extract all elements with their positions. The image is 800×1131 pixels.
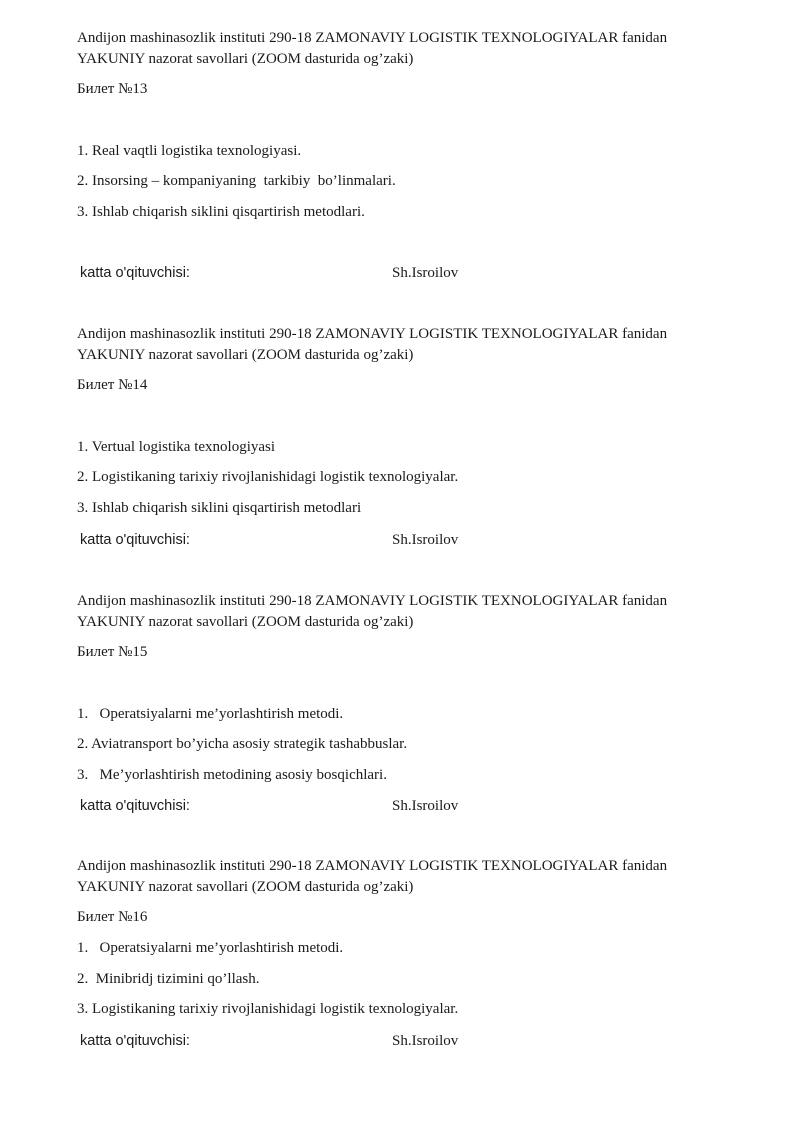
signature-name: Sh.Isroilov [392, 532, 459, 548]
institute-header-line: Andijon mashinasozlik instituti 290-18 ZAMONAVIY LOGISTIK TEXNOLOGIYALAR fanidan [77, 593, 668, 609]
question-1: 1. Real vaqtli logistika texnologiyasi. [77, 143, 302, 159]
question-1: 1. Operatsiyalarni me’yorlashtirish metodi. [77, 940, 344, 956]
signature-name: Sh.Isroilov [392, 798, 459, 814]
institute-header-line: Andijon mashinasozlik instituti 290-18 ZAMONAVIY LOGISTIK TEXNOLOGIYALAR fanidan [77, 30, 668, 46]
exam-title-line: YAKUNIY nazorat savollari (ZOOM dasturida og’zaki) [77, 614, 414, 630]
question-3: 3. Me’yorlashtirish metodining asosiy bosqichlari. [77, 767, 387, 783]
question-1: 1. Vertual logistika texnologiyasi [77, 439, 276, 455]
ticket-number: Билет №13 [77, 81, 148, 97]
question-2: 2. Aviatransport bo’yicha asosiy strategik tashabbuslar. [77, 736, 408, 752]
ticket-number: Билет №16 [77, 909, 148, 925]
signature-role: katta o'qituvchisi: [80, 1033, 190, 1049]
signature-role: katta o'qituvchisi: [80, 532, 190, 548]
signature-role: katta o'qituvchisi: [80, 798, 190, 814]
signature-name: Sh.Isroilov [392, 265, 459, 281]
question-2: 2. Logistikaning tarixiy rivojlanishidagi logistik texnologiyalar. [77, 469, 459, 485]
institute-header-line: Andijon mashinasozlik instituti 290-18 ZAMONAVIY LOGISTIK TEXNOLOGIYALAR fanidan [77, 326, 668, 342]
question-1: 1. Operatsiyalarni me’yorlashtirish metodi. [77, 706, 344, 722]
exam-title-line: YAKUNIY nazorat savollari (ZOOM dasturida og’zaki) [77, 51, 414, 67]
question-3: 3. Ishlab chiqarish siklini qisqartirish metodlari. [77, 204, 365, 220]
question-3: 3. Ishlab chiqarish siklini qisqartirish metodlari [77, 500, 362, 516]
signature-role: katta o'qituvchisi: [80, 265, 190, 281]
ticket-number: Билет №14 [77, 377, 148, 393]
exam-title-line: YAKUNIY nazorat savollari (ZOOM dasturida og’zaki) [77, 879, 414, 895]
exam-title-line: YAKUNIY nazorat savollari (ZOOM dasturida og’zaki) [77, 347, 414, 363]
question-2: 2. Insorsing – kompaniyaning tarkibiy bo’linmalari. [77, 173, 396, 189]
question-3: 3. Logistikaning tarixiy rivojlanishidagi logistik texnologiyalar. [77, 1001, 459, 1017]
institute-header-line: Andijon mashinasozlik instituti 290-18 ZAMONAVIY LOGISTIK TEXNOLOGIYALAR fanidan [77, 858, 668, 874]
ticket-number: Билет №15 [77, 644, 148, 660]
question-2: 2. Minibridj tizimini qo’llash. [77, 971, 260, 987]
signature-name: Sh.Isroilov [392, 1033, 459, 1049]
